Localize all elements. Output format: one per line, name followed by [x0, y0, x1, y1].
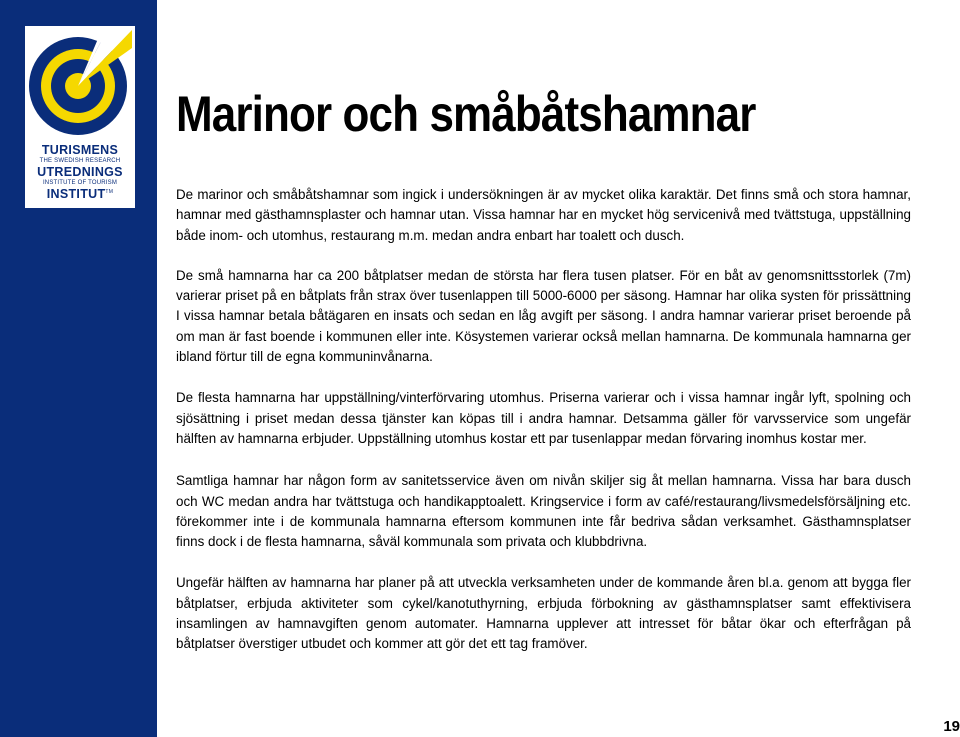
paragraph-pricing: De små hamnarna har ca 200 båtplatser medan de största har flera tusen platser. För en båt av genomsnittsstorlek (7m) varierar priset på en båtplats från strax över tusenlappen till 5000-6000 per säsong. Hamnar har olika systen för prissättning I vissa hamnar betala båtägaren en insats och sedan en låg avgift per säsong. I andra hamnar varierar priset beroende på om man är fast boende i kommunen eller inte. Kösystemen varierar också mellan hamnarna. De kommunala hamnarna ger ibland förtur till de egna kommuninvånarna.	[176, 267, 911, 365]
paragraph-storage: De flesta hamnarna har uppställning/vinterförvaring utomhus. Priserna varierar och i vissa hamnar ingår lyft, spolning och sjösättning i priset medan dessa tjänster kan köpas till i andra hamnar. Detsamma gäller för varvsservice som ungefär hälften av hamnarna erbjuder. Uppställning utomhus kostar ett par tusenlappar medan förvaring inomhus kostar mer.	[176, 390, 911, 446]
logo-text-institut	[25, 187, 135, 201]
target-emblem-icon	[28, 28, 132, 140]
logo-text-institute-of-tourism: INSTITUTE OF TOURISM	[42, 180, 118, 186]
trademark-mark: TM	[105, 188, 114, 195]
slide-body	[176, 185, 911, 655]
slide-title: Marinor och småbåtshamnar	[176, 86, 756, 142]
institute-logo	[25, 26, 135, 208]
paragraph-sanitation: Samtliga hamnar har någon form av sanitetsservice även om nivån skiljer sig åt mellan hamnarna. Vissa har bara dusch och WC medan andra har tvättstuga och handikapptoalett. Kringservice i form av café/restaurang/livsmedelsförsäljning etc. förekommer inte i de kommunala hamnarna eftersom kommunen inte får bedriva sådan verksamhet. Gästhamnsplatser finns dock i de flesta hamnarna, såväl kommunala som privata och klubbdrivna.	[176, 473, 911, 550]
logo-text-turismens: TURISMENS	[41, 143, 119, 157]
page-number: 19	[943, 718, 960, 735]
paragraph-intro: De marinor och småbåtshamnar som ingick i undersökningen är av mycket olika karaktär. Det finns små och stora hamnar, hamnar med gästhamnsplaster och hamnar utan. Vissa hamnar har en mycket hög servicenivå med tvättstuga, uppställning både inom- och utomhus, restaurang m.m. medan andra enbart har toalett och dusch.	[176, 187, 911, 243]
logo-text-institut-word: INSTITUT	[46, 187, 106, 201]
left-sidebar-band	[0, 0, 157, 737]
paragraph-plans: Ungefär hälften av hamnarna har planer på att utveckla verksamheten under de kommande åren bl.a. genom att bygga fler båtplatser, erbjuda aktiviteter som cykel/kanotuthyrning, erbjuda förbokning av gästhamnsplatser samt effektivisera insamlingen av hamnavgiften genom automater. Hamnarna upplever att intresset för båtar ökar och efterfrågan på båtplatser överstiger utbudet och kommer att gör det ett tag framöver.	[176, 575, 911, 652]
logo-text-utrednings: UTREDNINGS	[37, 165, 123, 179]
logo-text-swedish-research: THE SWEDISH RESEARCH	[39, 158, 121, 164]
